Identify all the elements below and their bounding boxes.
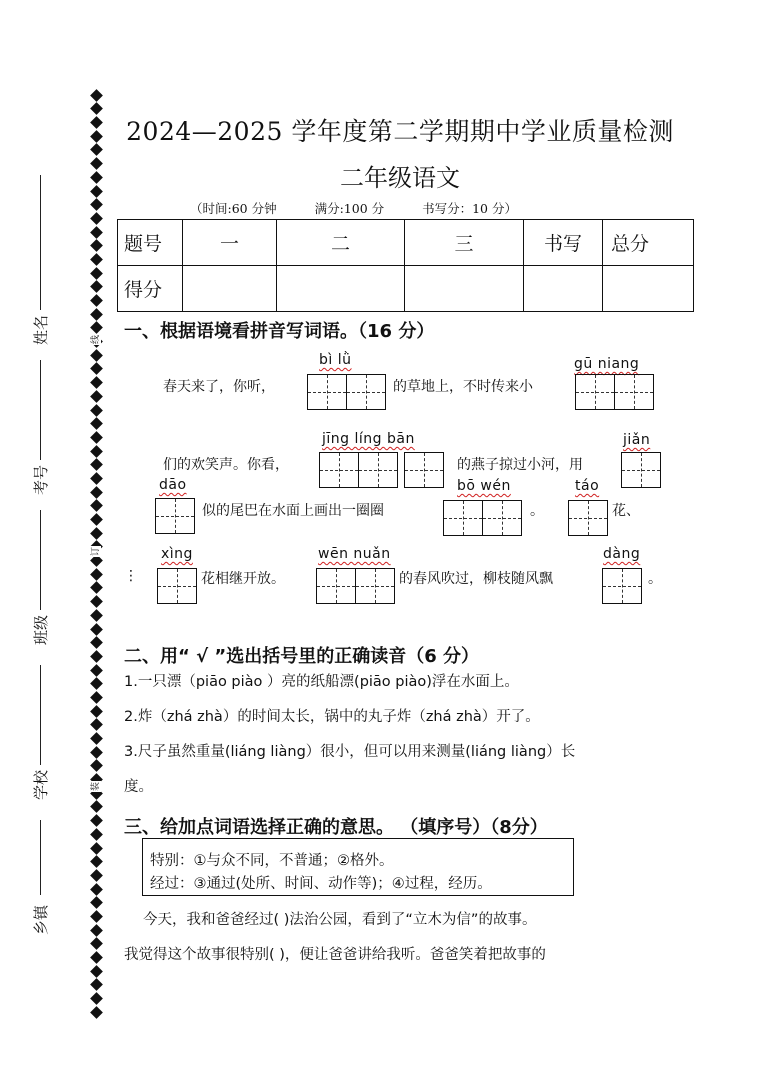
diamond-mark [90,883,103,896]
diamond-mark [90,705,103,718]
pinyin-guniang: gū niang [574,356,640,372]
score-table-header-row [118,220,694,266]
diamond-mark [90,322,103,335]
diamond-mark [90,595,103,608]
pinyin-bowen: bō wén [457,478,511,494]
diamond-mark [90,294,103,307]
diamond-mark [90,499,103,512]
diamond-mark [90,198,103,211]
diamond-mark [90,582,103,595]
diamond-mark [90,376,103,389]
exam-subtitle: 二年级语文 [340,164,460,192]
score-cell-3[interactable] [405,266,524,312]
diamond-mark [90,623,103,636]
diamond-mark [90,89,103,102]
passage-line2-a: 们的欢笑声。你看， [163,457,289,473]
diamond-mark [90,267,103,280]
score-cell-1[interactable] [183,266,277,312]
diamond-mark [90,924,103,937]
diamond-mark [90,431,103,444]
header-cell-2: 二 [277,220,405,266]
definition-tebie: 特别：①与众不同，不普通；②格外。 [150,853,394,869]
passage-line3-c: 花、 [612,503,640,519]
answer-boxes-jingling[interactable] [319,452,398,488]
diamond-mark [90,308,103,321]
score-table-score-row [118,266,694,312]
diamond-mark [90,965,103,978]
diamond-mark [90,226,103,239]
diamond-mark [90,760,103,773]
pinyin-xing: xìng [161,546,193,562]
town-blank-line [40,820,41,895]
pinyin-jinglingban: jīng líng bān [322,431,415,447]
diamond-mark [90,664,103,677]
answer-boxes-bowen[interactable] [443,500,522,536]
question2-3: 3.尺子虽然重量(liáng liàng）很小，但可以用来测量(liáng liàng）长 [124,744,576,760]
diamond-mark [90,349,103,362]
header-cell-writing: 书写 [524,220,603,266]
answer-boxes-dao[interactable] [155,498,195,534]
diamond-mark [90,1006,103,1019]
pinyin-tao: táo [575,478,600,494]
diamond-mark [90,869,103,882]
header-cell-total: 总分 [603,220,694,266]
writing-score-info: 书写分：10 分） [422,201,517,216]
passage-line1-a: 春天来了，你听， [163,379,275,395]
section2-title: 二、用“ √ ”选出括号里的正确读音（6 分） [124,646,479,667]
diamond-mark [90,636,103,649]
diamond-mark [90,732,103,745]
answer-boxes-dang[interactable] [602,568,642,604]
exam-no-label: 考号 [32,464,50,495]
diamond-mark [90,746,103,759]
diamond-mark [90,937,103,950]
binding-mark-zhuang: 装 [88,781,101,792]
diamond-mark [90,212,103,225]
answer-boxes-guniang[interactable] [575,374,654,410]
passage-line4-c: 。 [648,571,662,587]
answer-boxes-ban[interactable] [404,452,444,488]
diamond-mark [90,280,103,293]
passage-line4-b: 的春风吹过，柳枝随风飘 [399,571,553,587]
pinyin-wennuan: wēn nuǎn [318,546,391,562]
diamond-mark [90,718,103,731]
passage3-line2: 我觉得这个故事很特别( )，便让爸爸讲给我听。爸爸笑着把故事的 [124,947,546,963]
diamond-mark [90,363,103,376]
pinyin-jian: jiǎn [623,432,651,448]
answer-boxes-xing[interactable] [157,568,197,604]
exam-title: 2024—2025 学年度第二学期期中学业质量检测 [126,117,674,146]
question2-2: 2.炸（zhá zhà）的时间太长，锅中的丸子炸（zhá zhà）开了。 [124,709,540,725]
passage-line3-a: 似的尾巴在水面上画出一圈圈 [202,503,384,519]
header-cell-1: 一 [183,220,277,266]
diamond-mark [90,650,103,663]
diamond-mark [90,513,103,526]
section1-title: 一、根据语境看拼音写词语。（16 分） [124,321,435,342]
diamond-mark [90,390,103,403]
exam-meta [190,199,551,217]
class-blank-line [40,510,41,610]
diamond-mark [90,801,103,814]
diamond-mark [90,239,103,252]
name-label: 姓名 [32,314,50,345]
section3-title: 三、给加点词语选择正确的意思。 （填序号）（8分） [124,817,548,838]
diamond-mark [90,951,103,964]
question2-1: 1.一只漂（piāo piào ）亮的纸船漂(piāo piào)浮在水面上。 [124,674,519,690]
answer-boxes-bilv[interactable] [307,374,386,410]
diamond-mark [90,855,103,868]
diamond-mark [90,814,103,827]
diamond-mark [90,691,103,704]
passage-line4-lead: ⋮ [124,568,138,584]
diamond-mark [90,458,103,471]
score-cell-total[interactable] [603,266,694,312]
diamond-mark [90,979,103,992]
diamond-mark [90,896,103,909]
passage3-line1: 今天，我和爸爸经过( )法治公园，看到了“立木为信”的故事。 [143,912,537,928]
row-label-score: 得分 [118,266,183,312]
diamond-mark [90,568,103,581]
town-label: 乡镇 [32,904,50,935]
score-cell-writing[interactable] [524,266,603,312]
diamond-mark [90,992,103,1005]
answer-boxes-jian[interactable] [621,452,661,488]
diamond-mark [90,404,103,417]
school-blank-line [40,665,41,765]
answer-boxes-wennuan[interactable] [316,568,395,604]
answer-boxes-tao[interactable] [568,500,608,536]
diamond-mark [90,472,103,485]
header-cell-question: 题号 [118,220,183,266]
pinyin-dang: dàng [603,546,641,562]
definition-jingguo: 经过：③通过(处所、时间、动作等)；④过程，经历。 [150,876,492,892]
diamond-mark [90,677,103,690]
name-blank-line [40,175,41,310]
school-label: 学校 [32,769,50,800]
passage-line2-b: 的燕子掠过小河，用 [457,457,583,473]
diamond-mark [90,842,103,855]
diamond-mark [90,527,103,540]
passage-line1-b: 的草地上，不时传来小 [393,379,533,395]
diamond-mark [90,609,103,622]
binding-mark-xian: 线 [88,334,101,345]
question2-3-cont: 度。 [124,779,153,795]
pinyin-bilv: bì lǜ [319,352,352,368]
diamond-mark [90,910,103,923]
diamond-mark [90,445,103,458]
pinyin-dao: dāo [159,477,187,493]
passage-line3-b: 。 [530,503,544,519]
diamond-mark [90,828,103,841]
diamond-mark [90,486,103,499]
passage-line4-a: 花相继开放。 [201,571,285,587]
header-cell-3: 三 [405,220,524,266]
score-cell-2[interactable] [277,266,405,312]
binding-mark-ding: 订 [88,546,101,557]
exam-no-blank-line [40,360,41,460]
time-info: （时间:60 分钟 [190,201,277,216]
diamond-mark [90,417,103,430]
full-score-info: 满分:100 分 [314,201,385,216]
score-table [117,219,694,312]
class-label: 班级 [32,614,50,645]
diamond-mark [90,253,103,266]
